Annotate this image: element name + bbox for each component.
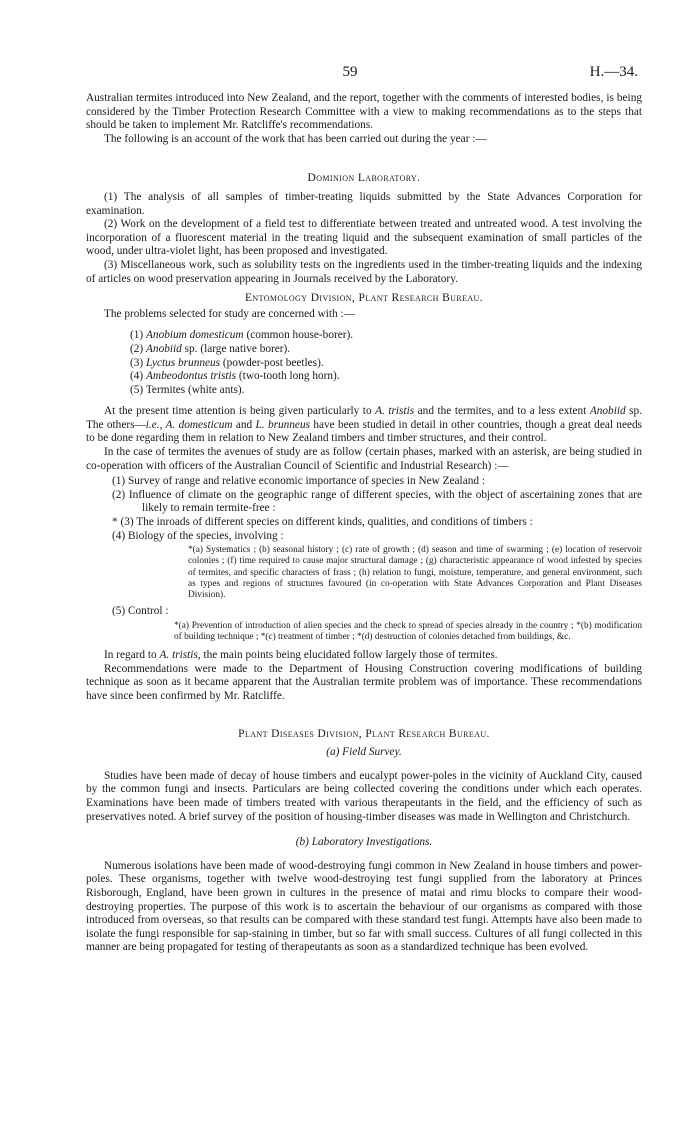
laboratory-paragraph: Numerous isolations have been made of wood-destroying fungi common in New Zealand in house timbers and power-poles. These organisms, together with twelve wood-destroying test fungi supplied from the laboratory at Princes Risborough, England, have been grown in cultures in the presence of matai and rimu blocks to compare their wood-destroying properties. The purpose of this work is to ascertain the behaviour of our organisms as compared with those introduced from overseas, so that results can be compared with these standard test fungi. Attempts have also been made to isolate the fungi responsible for sap-staining in timber, but so far with small success. Cultures of all fungi collected in this manner are being propagated for testing of therapeutants as soon as a standardized technique has been evolved. [86,859,642,954]
control-detail: *(a) Prevention of introduction of alien species and the check to spread of species already in the country ; *(b) modification of building technique ; *(c) treatment of timber ; *(d) destruction of colonies detached from buildings, &c. [174,620,642,643]
species-item: (4) Ambeodontus tristis (two-tooth long horn). [130,370,340,383]
intro-account: The following is an account of the work that has been carried out during the year :— [104,132,487,145]
study-item: * (3) The inroads of different species on different kinds, qualities, and conditions of timbers : [112,516,533,529]
heading-plant-diseases-division: Plant Diseases Division, Plant Research Bureau. [238,727,490,740]
species-item: (1) Anobium domesticum (common house-borer). [130,329,354,342]
heading-laboratory-investigations: (b) Laboratory Investigations. [295,836,433,849]
species-item: (2) Anobiid sp. (large native borer). [130,342,291,355]
intro-paragraph: Australian termites introduced into New Zealand, and the report, together with the comments of interested bodies, is being considered by the Timber Protection Research Committee with a view to making recommendations as to the steps that should be taken to implement Mr. Ratcliffe's recommendations. [86,92,642,132]
dominion-item-3: (3) Miscellaneous work, such as solubility tests on the ingredients used in the timber-treating liquids and the indexing of articles on wood preservation appearing in Journals received by the Laboratory. [86,258,642,285]
field-survey-paragraph: Studies have been made of decay of house timbers and eucalypt power-poles in the vicinity of Auckland City, caused by the common fungi and insects. Particulars are being collected covering the conditions under which each operates. Examinations have been made of timbers treated with various therapeutants in the field, and the efficiency of such as preservatives noted. A brief survey of the position of housing-timber diseases was made in Wellington and Christchurch. [86,769,642,823]
species-list [86,329,642,397]
dominion-item-1: (1) The analysis of all samples of timber-treating liquids submitted by the State Advances Corporation for examination. [86,190,642,217]
study-item: (4) Biology of the species, involving : [112,529,284,542]
termites-paragraph: In the case of termites the avenues of study are as follow (certain phases, marked with an asterisk, are being studied in co-operation with officers of the Australian Council of Scientific and Industrial Research) :— [86,446,642,472]
page-content [86,92,642,955]
attention-paragraph: At the present time attention is being given particularly to A. tristis and the termites, and to a less extent Anobiid sp. The others—i.e., A. domesticum and L. brunneus have been studied in detail in other countries, though a great deal needs to be done regarding them in relation to New Zealand timbers and timber structures, and their control. [86,405,643,445]
species-item: (3) Lyctus brunneus (powder-post beetles). [130,356,324,369]
heading-dominion-laboratory: Dominion Laboratory. [307,172,421,185]
document-reference: H.—34. [589,64,638,80]
study-item-control: (5) Control : [112,605,169,618]
page-number: 59 [342,64,358,80]
regard-paragraph: In regard to A. tristis, the main points being elucidated follow largely those of termites. [104,649,498,662]
recommendations-paragraph: Recommendations were made to the Department of Housing Construction covering modifications of building technique as soon as it became apparent that the Australian termite problem was of importance. These recommendations have since been confirmed by Mr. Ratcliffe. [86,662,642,703]
study-list [86,475,642,543]
biology-detail: *(a) Systematics ; (b) seasonal history ; (c) rate of growth ; (d) season and time of swarming ; (e) location of reservoir colonies ; (f) time required to cause major structural damage ; (g) characteristic appearance of wood infested by species of termites, and specific characters of frass ; (h) relation to fungi, moisture, temperature, and general environment, such as types and regions of structures favoured (in co-operation with State Advances Corporation and Plant Diseases Division). [188,545,642,601]
heading-entomology-division: Entomology Division, Plant Research Bureau. [244,292,484,305]
heading-field-survey: (a) Field Survey. [326,746,402,759]
study-item: (2) Influence of climate on the geographic range of different species, with the object of ascertaining zones that are likely to remain termite-free : [112,488,642,515]
control-list [86,605,642,619]
study-item: (1) Survey of range and relative economic importance of species in New Zealand : [112,475,485,488]
species-item: (5) Termites (white ants). [130,383,245,396]
dominion-item-2: (2) Work on the development of a field test to differentiate between treated and untreated wood. A test involving the incorporation of a fluorescent material in the treating liquid and the subsequent examination of small particles of the wood, under ultra-violet light, has been proposed and investigated. [86,218,642,258]
entomology-lead: The problems selected for study are concerned with :— [104,307,355,320]
